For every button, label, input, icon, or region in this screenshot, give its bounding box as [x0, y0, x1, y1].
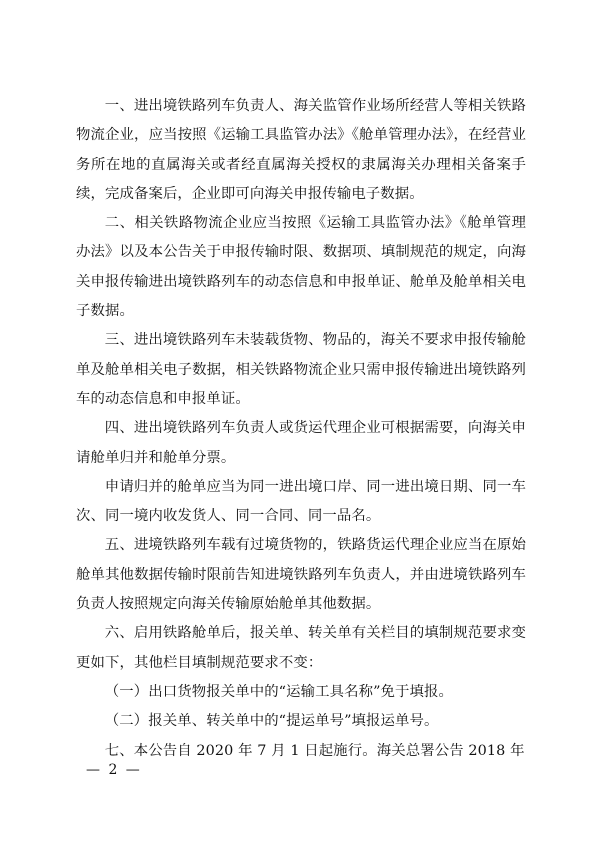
- paragraph-3: 三、进出境铁路列车未装载货物、物品的，海关不要求申报传输舱单及舱单相关电子数据，相关铁路物流企业只需申报传输进出境铁路列车的动态信息和申报单证。: [76, 332, 526, 407]
- page-number: — 2 —: [86, 762, 142, 778]
- paragraph-6: 五、进境铁路列车载有过境货物的，铁路货运代理企业应当在原始舱单其他数据传输时限前告知进境铁路列车负责人，并由进境铁路列车负责人按照规定向海关传输原始舱单其他数据。: [76, 537, 526, 613]
- paragraph-10: 七、本公告自 2020 年 7 月 1 日起施行。海关总署公告 2018 年: [104, 742, 525, 759]
- paragraph-9: （二）报关单、转关单中的“提运单号”填报运单号。: [104, 713, 439, 730]
- paragraph-8: （一）出口货物报关单中的“运输工具名称”免于填报。: [104, 683, 453, 700]
- paragraph-1: 一、进出境铁路列车负责人、海关监管作业场所经营人等相关铁路物流企业，应当按照《运输工具监管办法》《舱单管理办法》，在经营业务所在地的直属海关或者经直属海关授权的隶属海关办理相关备案手续，完成备案后，企业即可向海关申报传输电子数据。: [76, 98, 526, 202]
- document-body: [76, 92, 526, 766]
- paragraph-7: 六、启用铁路舱单后，报关单、转关单有关栏目的填制规范要求变更如下，其他栏目填制规范要求不变：: [76, 625, 526, 671]
- paragraph-5: 申请归并的舱单应当为同一进出境口岸、同一进出境日期、同一车次、同一境内收发货人、同一合同、同一品名。: [76, 478, 526, 525]
- paragraph-2: 二、相关铁路物流企业应当按照《运输工具监管办法》《舱单管理办法》以及本公告关于申报传输时限、数据项、填制规范的规定，向海关申报传输进出境铁路列车的动态信息和申报单证、舱单及舱单相关电子数据。: [76, 215, 526, 320]
- paragraph-4: 四、进出境铁路列车负责人或货运代理企业可根据需要，向海关申请舱单归并和舱单分票。: [76, 420, 526, 466]
